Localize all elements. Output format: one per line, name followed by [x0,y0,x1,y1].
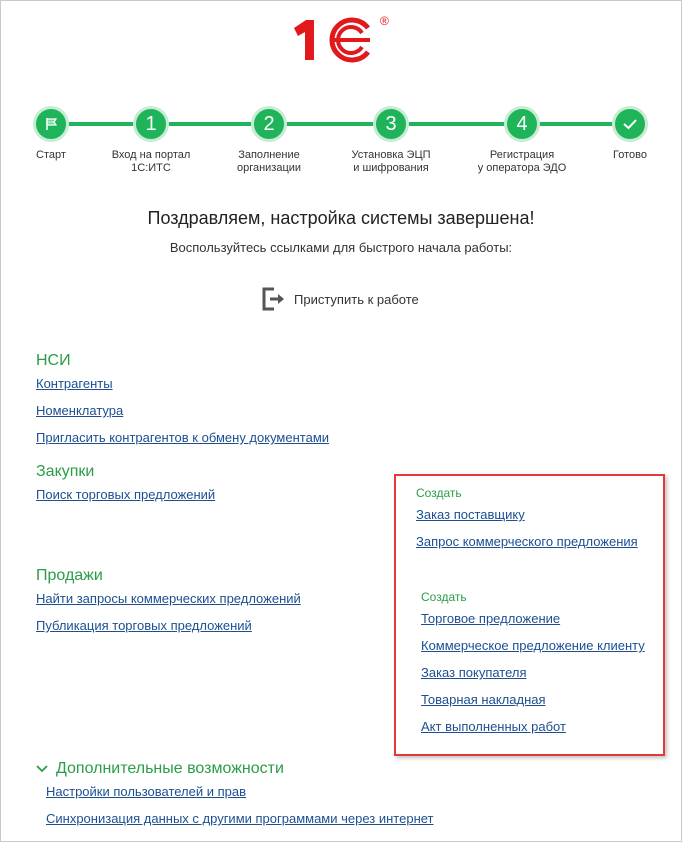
link-create-supplier-order[interactable]: Заказ поставщику [416,507,525,522]
logo [290,14,389,69]
link-search-trade-offers[interactable]: Поиск торговых предложений [36,487,216,502]
start-work-button[interactable] [262,287,419,311]
step-3: 3 [373,106,409,142]
section-nsi-heading: НСИ [36,352,71,369]
link-create-work-act[interactable]: Акт выполненных работ [421,719,566,734]
step-label-done: Готово [613,149,647,161]
link-counterparties[interactable]: Контрагенты [36,376,113,391]
step-label-2: Заполнение организации [236,149,302,174]
link-nomenclature[interactable]: Номенклатура [36,403,124,418]
registered-mark: ® [380,14,389,28]
purchases-create-heading: Создать [416,486,462,500]
exit-arrow-icon [262,287,288,311]
link-invite-counterparties[interactable]: Пригласить контрагентов к обмену документами [36,430,330,445]
link-create-trade-offer[interactable]: Торговое предложение [421,611,561,626]
flag-icon [43,116,59,132]
chevron-down-icon [36,765,48,773]
link-create-quote-request[interactable]: Запрос коммерческого предложения [416,534,638,549]
step-start [33,106,69,142]
step-label-4: Регистрация у оператора ЭДО [477,149,567,174]
step-4: 4 [504,106,540,142]
check-icon [621,115,639,133]
step-label-3: Установка ЭЦП и шифрования [351,149,431,174]
page-title: Поздравляем, настройка системы завершена! [147,208,535,228]
link-publish-trade-offers[interactable]: Публикация торговых предложений [36,618,252,633]
link-create-customer-order[interactable]: Заказ покупателя [421,665,527,680]
step-done [612,106,648,142]
step-2: 2 [251,106,287,142]
link-create-client-quote[interactable]: Коммерческое предложение клиенту [421,638,645,653]
section-sales-heading: Продажи [36,567,103,584]
link-user-settings[interactable]: Настройки пользователей и прав [46,784,247,799]
step-label-start: Старт [36,149,66,161]
step-1: 1 [133,106,169,142]
sales-create-heading: Создать [421,590,467,604]
extra-features-toggle[interactable] [36,760,284,778]
step-label-1: Вход на портал 1С:ИТС [111,149,191,174]
link-data-sync[interactable]: Синхронизация данных с другими программами через интернет [46,811,434,826]
page-subtitle: Воспользуйтесь ссылками для быстрого начала работы: [169,240,513,255]
start-work-label: Приступить к работе [294,291,419,307]
link-create-waybill[interactable]: Товарная накладная [421,692,546,707]
section-purchases-heading: Закупки [36,463,95,480]
link-find-quote-requests[interactable]: Найти запросы коммерческих предложений [36,591,301,606]
extra-features-heading: Дополнительные возможности [56,760,284,777]
logo-1c-icon [290,14,378,64]
